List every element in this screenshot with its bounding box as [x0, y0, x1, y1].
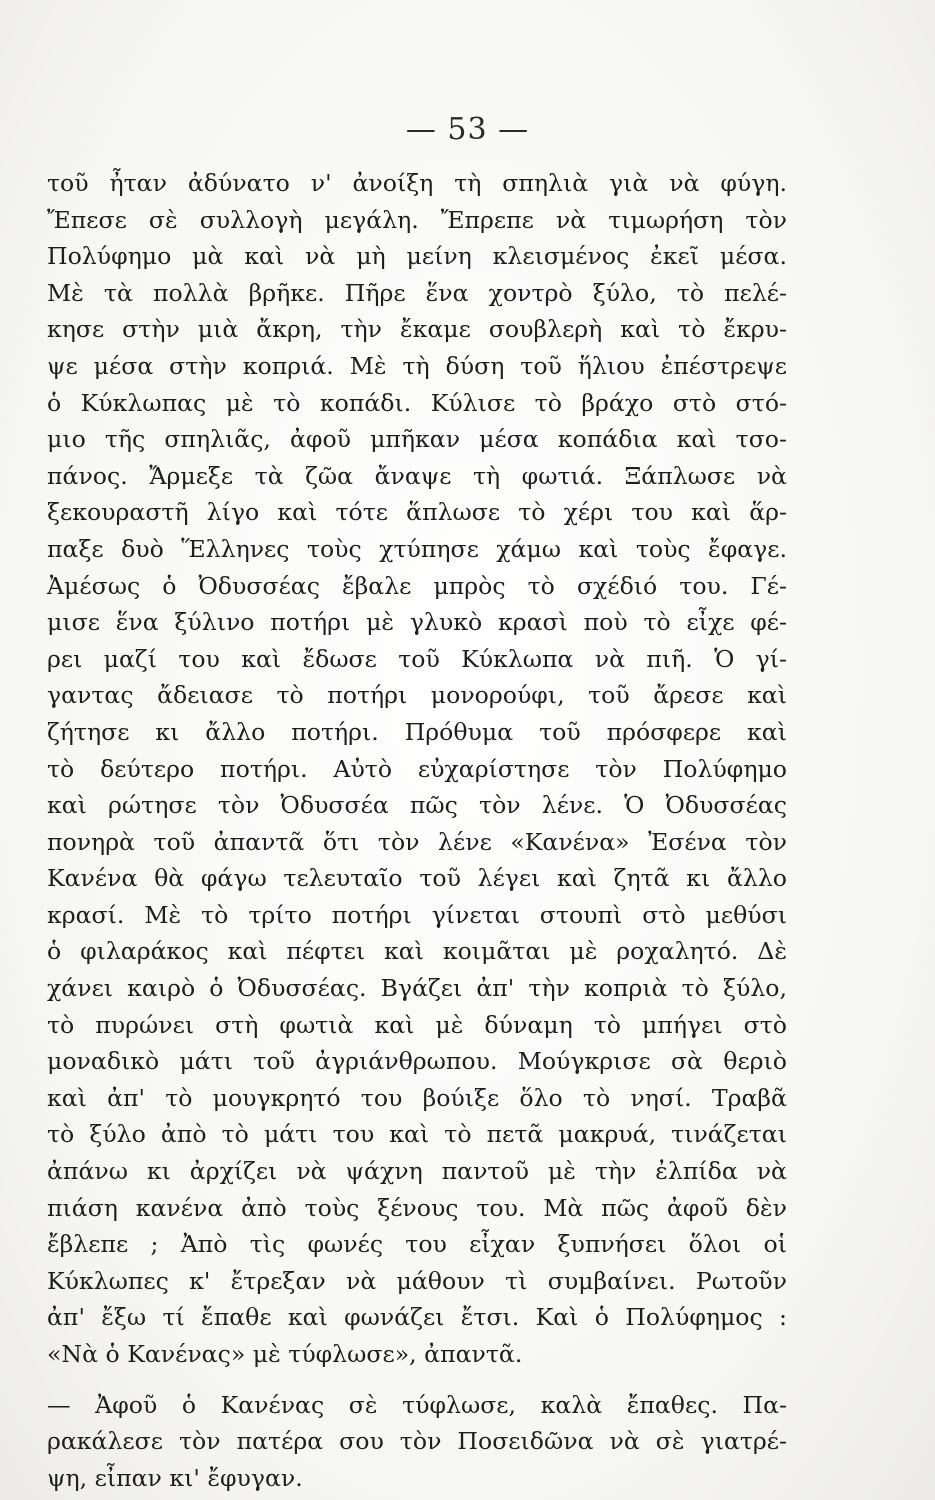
body-text	[47, 165, 787, 1496]
text-line: ἔβλεπε ; Ἀπὸ τὶς φωνές του εἶχαν ξυπνήσει ὅλοι οἱ	[47, 1230, 787, 1259]
text-line: Ἔπεσε σὲ συλλογὴ μεγάλη. Ἔπρεπε νὰ τιμωρήση τὸν	[47, 205, 787, 234]
text-line: ψε μέσα στὴν κοπριά. Μὲ τὴ δύση τοῦ ἥλιου ἐπέστρεψε	[47, 351, 787, 380]
paragraph-1	[47, 165, 787, 1373]
text-line: Κύκλωπες κ' ἔτρεξαν νὰ μάθουν τὶ συμβαίνει. Ρωτοῦν	[47, 1266, 787, 1295]
text-line: ὁ Κύκλωπας μὲ τὸ κοπάδι. Κύλισε τὸ βράχο στὸ στό-	[47, 388, 787, 417]
text-line: ἀπ' ἔξω τί ἔπαθε καὶ φωνάζει ἔτσι. Καὶ ὁ Πολύφημος :	[47, 1303, 787, 1332]
text-line: παξε δυὸ Ἕλληνες τοὺς χτύπησε χάμω καὶ τοὺς ἔφαγε.	[47, 534, 787, 563]
text-line: καὶ ρώτησε τὸν Ὀδυσσέα πῶς τὸν λένε. Ὁ Ὀδυσσέας	[47, 791, 787, 820]
text-line: γαντας ἄδειασε τὸ ποτήρι μονορούφι, τοῦ ἄρεσε καὶ	[47, 681, 787, 710]
text-line: ξεκουραστῆ λίγο καὶ τότε ἅπλωσε τὸ χέρι του καὶ ἅρ-	[47, 498, 787, 527]
text-line: — Ἀφοῦ ὁ Κανένας σὲ τύφλωσε, καλὰ ἔπαθες. Πα-	[47, 1390, 787, 1419]
text-line: μιο τῆς σπηλιᾶς, ἀφοῦ μπῆκαν μέσα κοπάδια καὶ τσο-	[47, 425, 787, 454]
paragraph-gap	[47, 1373, 787, 1387]
text-line: καὶ ἀπ' τὸ μουγκρητό του βούιξε ὅλο τὸ νησί. Τραβᾶ	[47, 1083, 787, 1112]
text-line: ὁ φιλαράκος καὶ πέφτει καὶ κοιμᾶται μὲ ροχαλητό. Δὲ	[47, 937, 787, 966]
text-line: ρει μαζί του καὶ ἔδωσε τοῦ Κύκλωπα νὰ πιῆ. Ὁ γί-	[47, 644, 787, 673]
text-line: πονηρὰ τοῦ ἀπαντᾶ ὅτι τὸν λένε «Κανένα» Ἐσένα τὸν	[47, 827, 787, 856]
text-line: τὸ δεύτερο ποτήρι. Αὐτὸ εὐχαρίστησε τὸν Πολύφημο	[47, 754, 787, 783]
text-line: τοῦ ἦταν ἀδύνατο ν' ἀνοίξη τὴ σπηλιὰ γιὰ νὰ φύγη.	[47, 169, 787, 197]
text-line: κησε στὴν μιὰ ἄκρη, τὴν ἔκαμε σουβλερὴ καὶ τὸ ἔκρυ-	[47, 315, 787, 344]
text-line: κρασί. Μὲ τὸ τρίτο ποτήρι γίνεται στουπὶ στὸ μεθύσι	[47, 900, 787, 929]
text-line: Ἀμέσως ὁ Ὀδυσσέας ἔβαλε μπρὸς τὸ σχέδιό του. Γέ-	[47, 571, 787, 600]
text-line: τὸ ξύλο ἀπὸ τὸ μάτι του καὶ τὸ πετᾶ μακρυά, τινάζεται	[47, 1120, 787, 1149]
text-line: χάνει καιρὸ ὁ Ὀδυσσέας. Βγάζει ἀπ' τὴν κοπριὰ τὸ ξύλο,	[47, 974, 787, 1003]
text-line: ζήτησε κι ἄλλο ποτήρι. Πρόθυμα τοῦ πρόσφερε καὶ	[47, 717, 787, 746]
page-number: — 53 —	[405, 112, 530, 147]
text-line: τὸ πυρώνει στὴ φωτιὰ καὶ μὲ δύναμη τὸ μπήγει στὸ	[47, 1010, 787, 1039]
text-line: ρακάλεσε τὸν πατέρα σου τὸν Ποσειδῶνα νὰ σὲ γιατρέ-	[47, 1427, 787, 1456]
text-line: Μὲ τὰ πολλὰ βρῆκε. Πῆρε ἕνα χοντρὸ ξύλο, τὸ πελέ-	[47, 278, 787, 307]
paragraph-2	[47, 1387, 787, 1497]
text-line: «Νὰ ὁ Κανένας» μὲ τύφλωσε», ἀπαντᾶ.	[47, 1340, 523, 1368]
text-line: πιάση κανένα ἀπὸ τοὺς ξένους του. Μὰ πῶς ἀφοῦ δὲν	[47, 1193, 787, 1222]
text-line: ψη, εἶπαν κι' ἔφυγαν.	[47, 1463, 303, 1492]
text-line: μισε ἕνα ξύλινο ποτήρι μὲ γλυκὸ κρασὶ ποὺ τὸ εἶχε φέ-	[47, 608, 787, 637]
text-line: ἀπάνω κι ἀρχίζει νὰ ψάχνη παντοῦ μὲ τὴν ἐλπίδα νὰ	[47, 1157, 787, 1186]
text-line: πάνος. Ἄρμεξε τὰ ζῶα ἄναψε τὴ φωτιά. Ξάπλωσε νὰ	[47, 461, 787, 490]
text-line: μοναδικὸ μάτι τοῦ ἀγριάνθρωπου. Μούγκρισε σὰ θεριὸ	[47, 1047, 787, 1076]
text-line: Πολύφημο μὰ καὶ νὰ μὴ μείνη κλεισμένος ἐκεῖ μέσα.	[47, 242, 787, 271]
text-line: Κανένα θὰ φάγω τελευταῖο τοῦ λέγει καὶ ζητᾶ κι ἄλλο	[47, 864, 787, 893]
